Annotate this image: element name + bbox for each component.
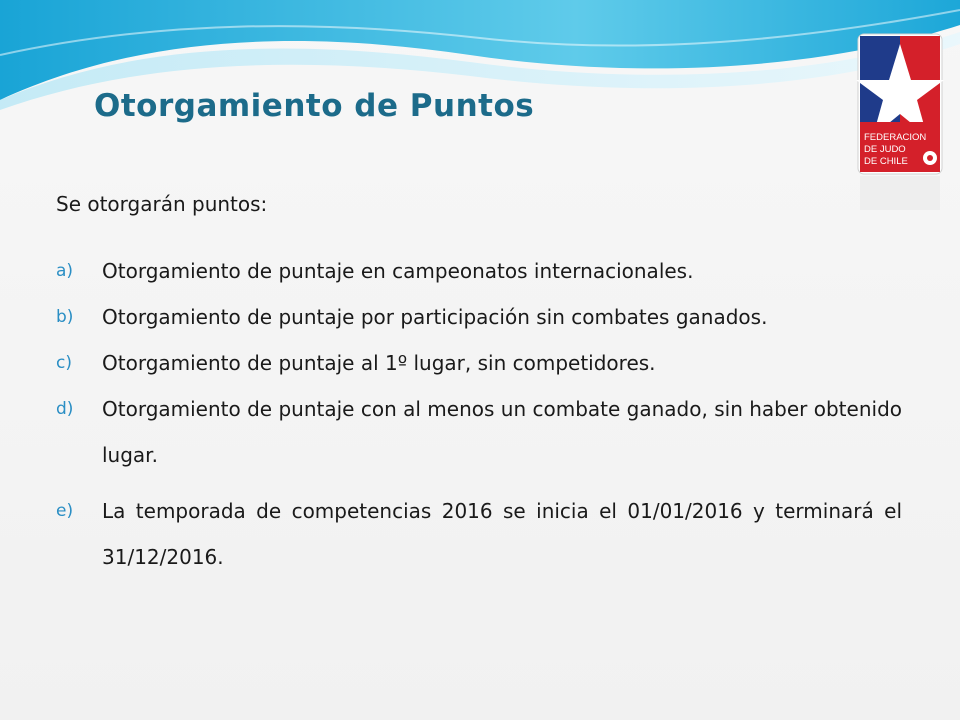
list-marker: e) xyxy=(56,501,74,521)
list-item-text: La temporada de competencias 2016 se inicia el 01/01/2016 y terminará el 31/12/2016. xyxy=(102,499,902,569)
intro-text: Se otorgarán puntos: xyxy=(56,192,268,216)
logo-text-line2: DE JUDO xyxy=(864,144,906,155)
federation-logo xyxy=(856,32,944,212)
list-item-text: Otorgamiento de puntaje en campeonatos internacionales. xyxy=(102,259,694,283)
list-marker: a) xyxy=(56,261,74,281)
list-item xyxy=(56,248,902,294)
list-item xyxy=(56,340,902,386)
list-item xyxy=(56,488,902,580)
list-item xyxy=(56,386,902,478)
list-item-text: Otorgamiento de puntaje con al menos un combate ganado, sin haber obtenido lugar. xyxy=(102,397,902,467)
page-title: Otorgamiento de Puntos xyxy=(94,88,535,124)
logo-text-line1: FEDERACION xyxy=(864,132,927,143)
list-item xyxy=(56,294,902,340)
logo-text-line3: DE CHILE xyxy=(864,156,908,167)
list-marker: c) xyxy=(56,353,72,373)
points-list xyxy=(56,248,902,580)
list-marker: d) xyxy=(56,399,74,419)
list-item-text: Otorgamiento de puntaje por participación sin combates ganados. xyxy=(102,305,768,329)
list-marker: b) xyxy=(56,307,74,327)
list-item-text: Otorgamiento de puntaje al 1º lugar, sin competidores. xyxy=(102,351,656,375)
